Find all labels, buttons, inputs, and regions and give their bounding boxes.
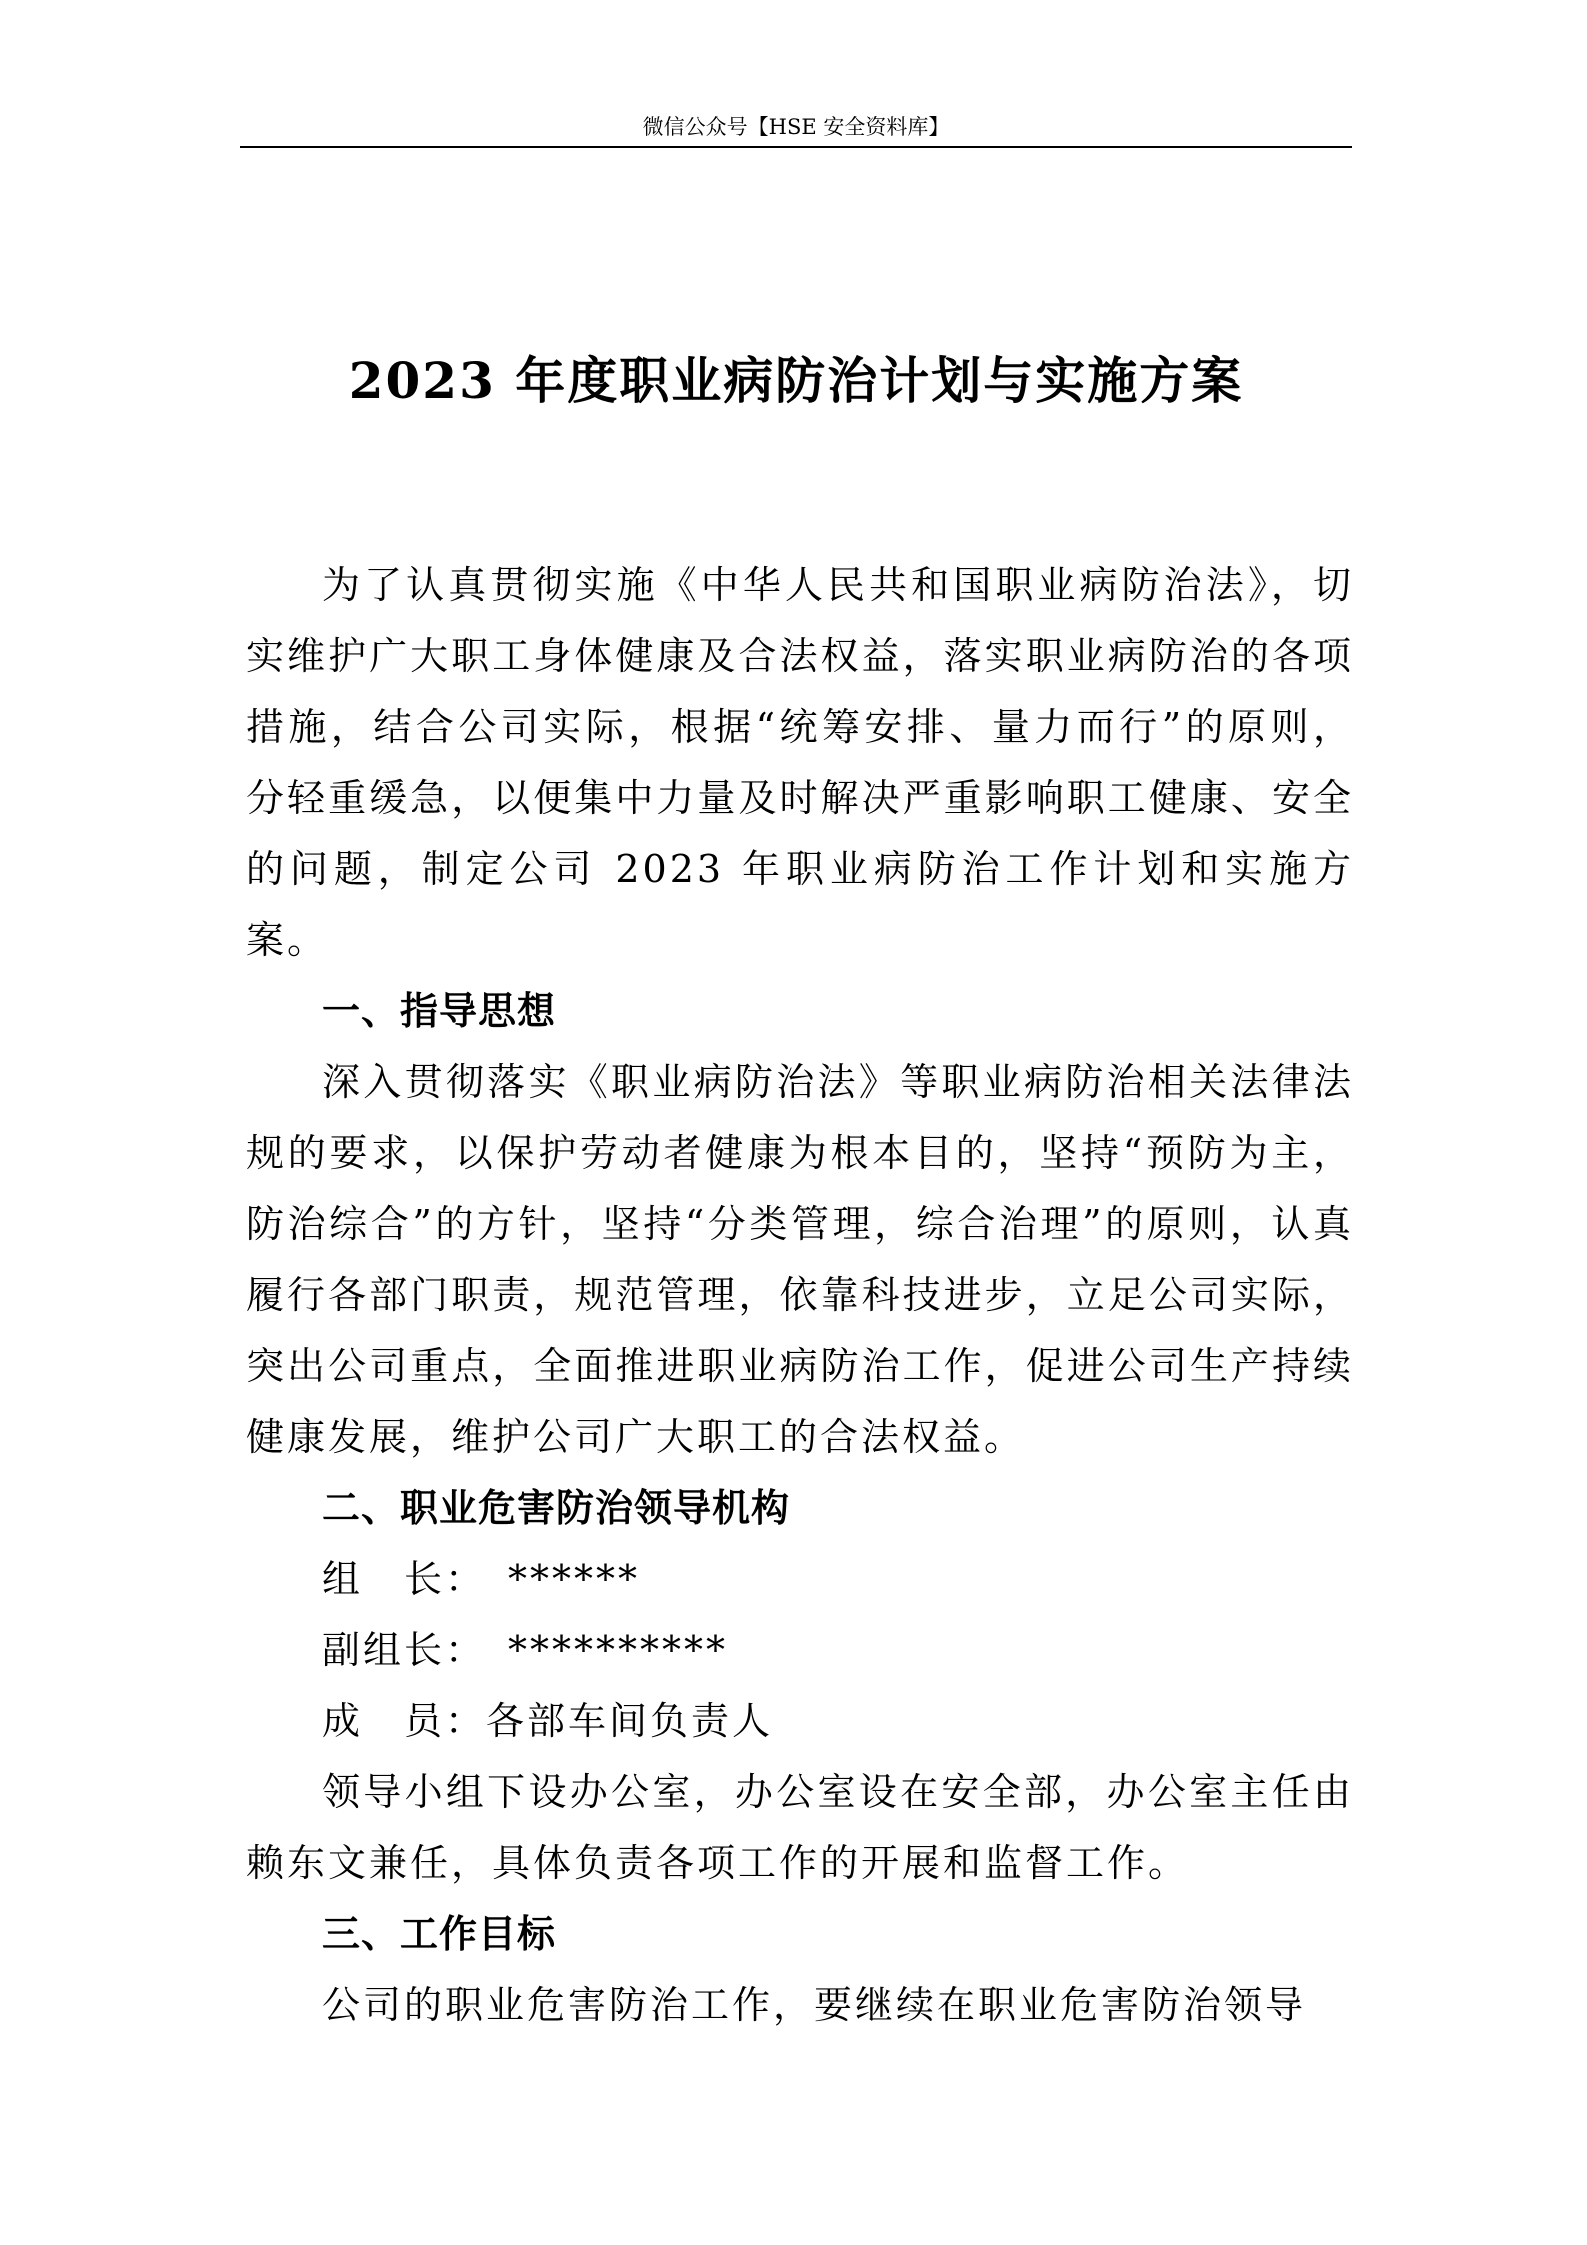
work-goals-paragraph: 公司的职业危害防治工作，要继续在职业危害防治领导 [322,1983,1307,2027]
leadership-office-paragraph: 领导小组下设办公室，办公室设在安全部，办公室主任由赖东文兼任，具体负责各项工作的开展和监督工作。 [246,1770,1354,1885]
intro-paragraph: 为了认真贯彻实施《中华人民共和国职业病防治法》，切实维护广大职工身体健康及合法权益，落实职业病防治的各项措施，结合公司实际，根据“统筹安排、量力而行”的原则，分轻重缓急，以便集中力量及时解决严重影响职工健康、安全的问题，制定公司 2023 年职业病防治工作计划和实施方案。 [246,563,1354,962]
member-deputy-leader: 副组长： ********** [322,1628,729,1672]
member-leader: 组 长： ****** [322,1557,641,1601]
section-heading-leadership: 二、职业危害防治领导机构 [322,1486,791,1530]
section-heading-guiding-ideology: 一、指导思想 [322,989,557,1033]
guiding-ideology-paragraph: 深入贯彻落实《职业病防治法》等职业病防治相关法律法规的要求，以保护劳动者健康为根本目的，坚持“预防为主，防治综合”的方针，坚持“分类管理，综合治理”的原则，认真履行各部门职责，规范管理，依靠科技进步，立足公司实际，突出公司重点，全面推进职业病防治工作，促进公司生产持续健康发展，维护公司广大职工的合法权益。 [246,1060,1354,1459]
member-members: 成 员：各部车间负责人 [322,1699,774,1743]
section-heading-work-goals: 三、工作目标 [322,1912,557,1956]
header-divider [240,146,1352,148]
document-body [246,550,1354,2041]
header-text: 微信公众号【HSE 安全资料库】 [642,115,950,139]
document-title: 2023 年度职业病防治计划与实施方案 [348,351,1244,410]
